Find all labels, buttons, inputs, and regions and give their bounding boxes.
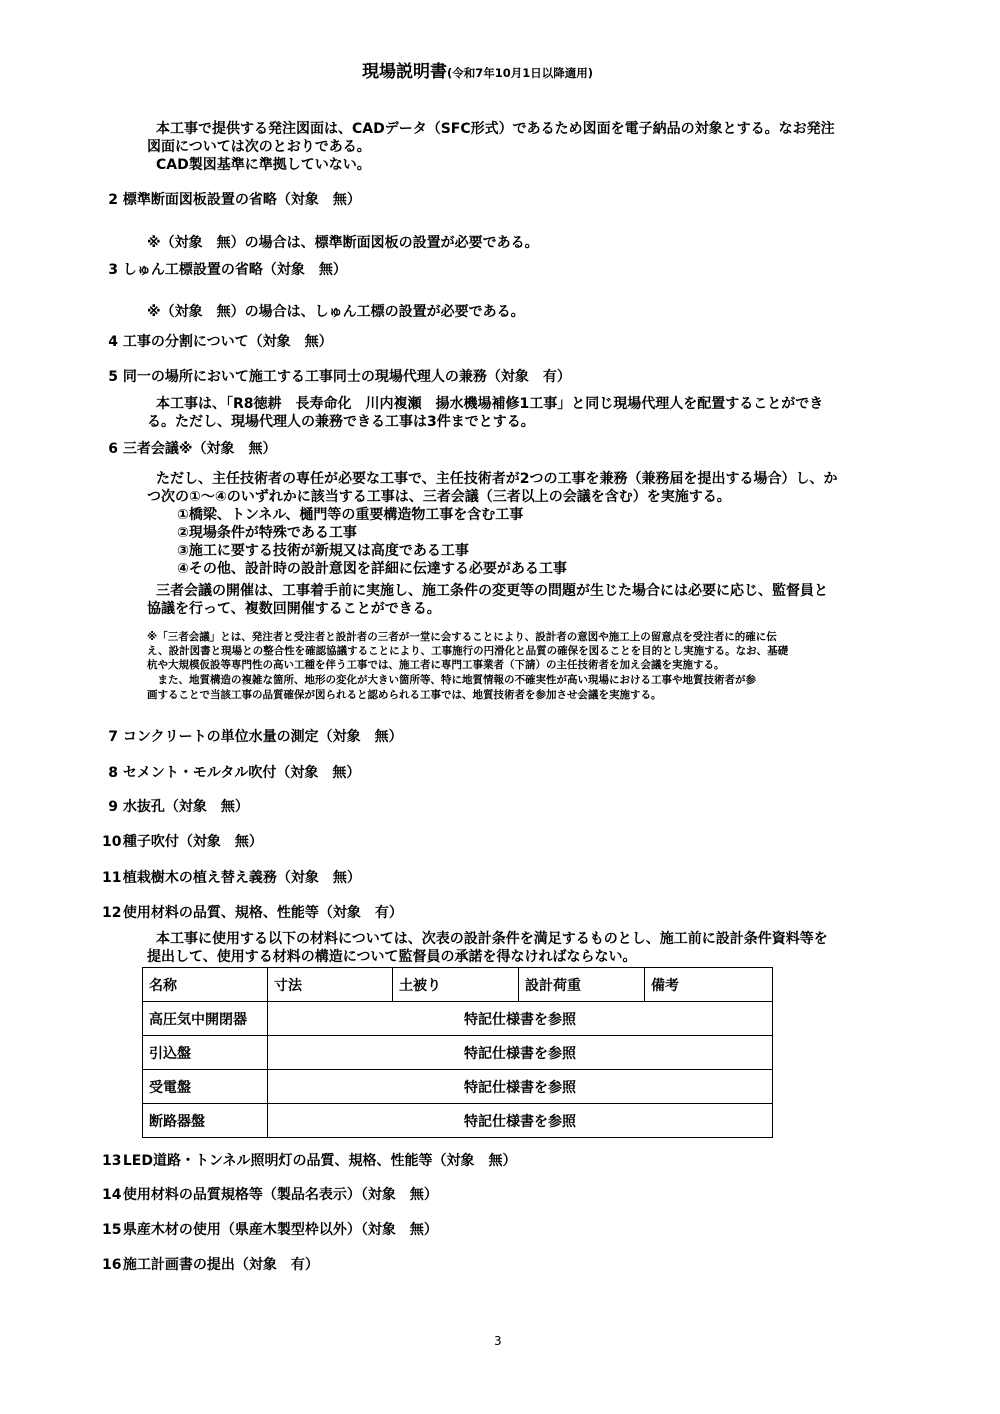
- section-14-number: 14: [102, 1187, 122, 1203]
- section-4-number: 4: [108, 334, 118, 350]
- section-6-note-2: え、設計図書と現場との整合性を確認協議することにより、工事施行の円滑化と品質の確保を図ることを目的とし実施する。なお、基礎: [147, 645, 789, 657]
- section-6-item-4: ④その他、設計時の設計意図を詳細に伝達する必要がある工事: [177, 561, 567, 577]
- section-6-body-4: 協議を行って、複数回開催することができる。: [147, 601, 441, 617]
- section-7-title: コンクリートの単位水量の測定（対象 無）: [122, 729, 403, 745]
- table-header-cell: 備考: [645, 968, 773, 1002]
- section-6-body-2: つ次の①～④のいずれかに該当する工事は、三者会議（三者以上の会議を含む）を実施する。: [147, 489, 731, 505]
- page-number: 3: [494, 1334, 502, 1348]
- section-7-number: 7: [108, 729, 118, 745]
- section-6-note-1: ※「三者会議」とは、発注者と受注者と設計者の三者が一堂に会することにより、設計者の意図や施工上の留意点を受注者に的確に伝: [147, 631, 777, 643]
- section-6-item-1: ①橋梁、トンネル、樋門等の重要構造物工事を含む工事: [177, 507, 524, 523]
- section-7-heading: [108, 730, 403, 744]
- section-10-heading: [102, 835, 263, 849]
- section-5-body-2: る。ただし、現場代理人の兼務できる工事は3件までとする。: [147, 414, 535, 430]
- section-6-title: 三者会議※（対象 無）: [122, 441, 277, 457]
- material-spec-cell: 特記仕様書を参照: [268, 1104, 773, 1138]
- page-title: [362, 64, 593, 81]
- table-header-cell: 土被り: [393, 968, 519, 1002]
- section-3-note: ※（対象 無）の場合は、しゅん工標の設置が必要である。: [147, 304, 525, 320]
- section-9-number: 9: [108, 799, 118, 815]
- section-4-title: 工事の分割について（対象 無）: [122, 334, 333, 350]
- section-4-heading: [108, 335, 333, 349]
- section-12-title: 使用材料の品質、規格、性能等（対象 有）: [122, 905, 403, 921]
- table-header-cell: 設計荷重: [519, 968, 645, 1002]
- table-row: [143, 1070, 773, 1104]
- section-12-number: 12: [102, 905, 122, 921]
- material-spec-cell: 特記仕様書を参照: [268, 1070, 773, 1104]
- section-10-number: 10: [102, 834, 122, 850]
- section-6-item-3: ③施工に要する技術が新規又は高度である工事: [177, 543, 469, 559]
- intro-line-1: 本工事で提供する発注図面は、CADデータ（SFC形式）であるため図面を電子納品の対象とする。なお発注: [156, 121, 835, 137]
- section-6-note-4: また、地質構造の複雑な箇所、地形の変化が大きい箇所等、特に地質情報の不確実性が高い現場における工事や地質技術者が参: [147, 674, 756, 686]
- material-name-cell: 受電盤: [143, 1070, 268, 1104]
- section-2-title: 標準断面図板設置の省略（対象 無）: [122, 192, 361, 208]
- materials-table: [142, 967, 773, 1138]
- section-11-heading: [102, 871, 361, 885]
- intro-line-3: CAD製図基準に準拠していない。: [156, 157, 371, 173]
- section-16-title: 施工計画書の提出（対象 有）: [122, 1257, 319, 1273]
- section-14-heading: [102, 1188, 438, 1202]
- section-2-number: 2: [108, 192, 118, 208]
- section-10-title: 種子吹付（対象 無）: [122, 834, 263, 850]
- material-name-cell: 高圧気中開閉器: [143, 1002, 268, 1036]
- section-15-number: 15: [102, 1222, 122, 1238]
- title-text: 現場説明書: [362, 62, 447, 82]
- section-13-number: 13: [102, 1153, 122, 1169]
- intro-line-2: 図面については次のとおりである。: [147, 139, 371, 155]
- section-5-number: 5: [108, 369, 118, 385]
- section-9-title: 水抜孔（対象 無）: [122, 799, 249, 815]
- section-5-heading: [108, 370, 571, 384]
- section-3-title: しゅん工標設置の省略（対象 無）: [122, 262, 347, 278]
- section-11-number: 11: [102, 870, 122, 886]
- section-12-heading: [102, 906, 403, 920]
- table-header-cell: 寸法: [268, 968, 393, 1002]
- section-12-body-2: 提出して、使用する材料の構造について監督員の承諾を得なければならない。: [147, 949, 637, 965]
- section-3-number: 3: [108, 262, 118, 278]
- section-2-heading: [108, 193, 361, 207]
- section-16-heading: [102, 1258, 319, 1272]
- section-8-heading: [108, 766, 360, 780]
- section-6-body-1: ただし、主任技術者の専任が必要な工事で、主任技術者が2つの工事を兼務（兼務届を提出する場合）し、か: [156, 471, 838, 487]
- section-5-title: 同一の場所において施工する工事同士の現場代理人の兼務（対象 有）: [122, 369, 571, 385]
- section-6-note-3: 杭や大規模仮設等専門性の高い工種を伴う工事では、施工者に専門工事業者（下請）の主任技術者を加え会議を実施する。: [147, 659, 725, 671]
- section-5-body-1: 本工事は、「R8徳耕 長寿命化 川内複瀬 揚水機場補修1工事」と同じ現場代理人を配置することができ: [156, 396, 824, 412]
- section-6-number: 6: [108, 441, 118, 457]
- section-2-note: ※（対象 無）の場合は、標準断面図板の設置が必要である。: [147, 235, 539, 251]
- section-6-heading: [108, 442, 277, 456]
- section-3-heading: [108, 263, 347, 277]
- material-spec-cell: 特記仕様書を参照: [268, 1036, 773, 1070]
- section-16-number: 16: [102, 1257, 122, 1273]
- section-15-heading: [102, 1223, 438, 1237]
- section-6-item-2: ②現場条件が特殊である工事: [177, 525, 357, 541]
- table-header-cell: 名称: [143, 968, 268, 1002]
- section-6-note-5: 画することで当該工事の品質確保が図られると認められる工事では、地質技術者を参加させ会議を実施する。: [147, 689, 662, 701]
- material-spec-cell: 特記仕様書を参照: [268, 1002, 773, 1036]
- section-6-body-3: 三者会議の開催は、工事着手前に実施し、施工条件の変更等の問題が生じた場合には必要に応じ、監督員と: [156, 583, 828, 599]
- section-14-title: 使用材料の品質規格等（製品名表示）（対象 無）: [122, 1187, 438, 1203]
- title-note: (令和7年10月1日以降適用): [447, 66, 594, 80]
- table-row: [143, 1036, 773, 1070]
- table-row: [143, 1104, 773, 1138]
- table-header-row: [143, 968, 773, 1002]
- section-8-number: 8: [108, 765, 118, 781]
- material-name-cell: 引込盤: [143, 1036, 268, 1070]
- table-row: [143, 1002, 773, 1036]
- material-name-cell: 断路器盤: [143, 1104, 268, 1138]
- section-12-body-1: 本工事に使用する以下の材料については、次表の設計条件を満足するものとし、施工前に設計条件資料等を: [156, 931, 828, 947]
- section-9-heading: [108, 800, 249, 814]
- section-11-title: 植栽樹木の植え替え義務（対象 無）: [122, 870, 361, 886]
- section-15-title: 県産木材の使用（県産木製型枠以外）（対象 無）: [122, 1222, 438, 1238]
- section-13-title: LED道路・トンネル照明灯の品質、規格、性能等（対象 無）: [122, 1153, 517, 1169]
- section-8-title: セメント・モルタル吹付（対象 無）: [122, 765, 361, 781]
- section-13-heading: [102, 1154, 517, 1168]
